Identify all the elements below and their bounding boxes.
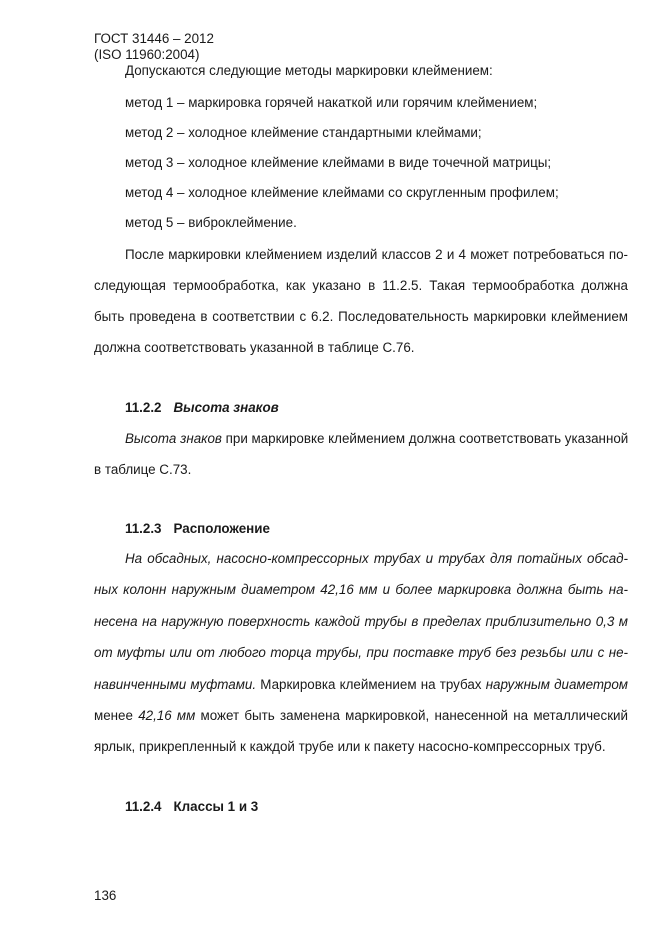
section-number: 11.2.3 — [125, 521, 162, 536]
section-number: 11.2.2 — [125, 400, 162, 415]
section-heading-11-2-4 — [125, 799, 258, 815]
text-italic: несена на наружную поверхность каждой трубы в пределах приблизительно 0,3 м — [94, 614, 628, 629]
text-span: Маркировка клеймением на трубах — [256, 677, 486, 692]
header-iso-code: (ISO 11960:2004) — [94, 47, 200, 62]
text-italic: от муфты или от любого торца трубы, при поставке труб без резьбы или с не- — [94, 645, 628, 660]
section-heading-11-2-3 — [125, 521, 270, 537]
section-title: Классы 1 и 3 — [173, 799, 259, 814]
paragraph-line: в таблице С.73. — [94, 462, 192, 477]
section-title: Расположение — [173, 521, 270, 536]
paragraph-line — [94, 582, 628, 598]
section-title: Высота знаков — [173, 400, 279, 415]
method-item: метод 4 – холодное клеймение клеймами со скругленным профилем; — [125, 185, 559, 200]
text-italic: наружным диаметром — [485, 677, 628, 692]
text-italic: На обсадных, насосно-компрессорных трубах и трубах для потайных обсад- — [125, 551, 628, 566]
paragraph-line — [94, 645, 628, 661]
text-italic: навинченными муфтами. — [94, 677, 257, 692]
text-span: может быть заменена маркировкой, нанесенной на металлический — [195, 708, 629, 723]
paragraph-line — [94, 708, 628, 724]
text-span: менее — [94, 708, 139, 723]
paragraph-line: После маркировки клеймением изделий классов 2 и 4 может потребоваться по- — [125, 247, 628, 262]
method-item: метод 2 – холодное клеймение стандартными клеймами; — [125, 125, 482, 140]
paragraph-line: должна соответствовать указанной в таблице С.76. — [94, 340, 415, 355]
paragraph-line: следующая термообработка, как указано в 11.2.5. Такая термообработка должна — [94, 278, 628, 293]
text-span: при маркировке клеймением должна соответствовать указанной — [221, 431, 629, 446]
text-italic: 42,16 мм — [138, 708, 196, 723]
method-item: метод 5 – виброклеймение. — [125, 215, 297, 230]
paragraph-line — [125, 551, 628, 567]
section-heading-11-2-2 — [125, 400, 279, 416]
section-number: 11.2.4 — [125, 799, 162, 814]
paragraph-line — [94, 614, 628, 630]
page-number: 136 — [94, 888, 117, 903]
text-italic: ных колонн наружным диаметром 42,16 мм и более маркировка должна быть на- — [94, 582, 628, 597]
term-italic: Высота знаков — [125, 431, 222, 446]
method-item: метод 3 – холодное клеймение клеймами в виде точечной матрицы; — [125, 155, 552, 170]
paragraph-line — [125, 431, 628, 447]
paragraph-line: ярлык, прикрепленный к каждой трубе или к пакету насосно-компрессорных труб. — [94, 739, 606, 754]
method-item: метод 1 – маркировка горячей накаткой или горячим клеймением; — [125, 95, 538, 110]
paragraph-line: быть проведена в соответствии с 6.2. Последовательность маркировки клеймением — [94, 309, 628, 324]
header-standard-code: ГОСТ 31446 – 2012 — [94, 31, 214, 46]
intro-text: Допускаются следующие методы маркировки клеймением: — [125, 63, 493, 78]
paragraph-line — [94, 677, 628, 693]
